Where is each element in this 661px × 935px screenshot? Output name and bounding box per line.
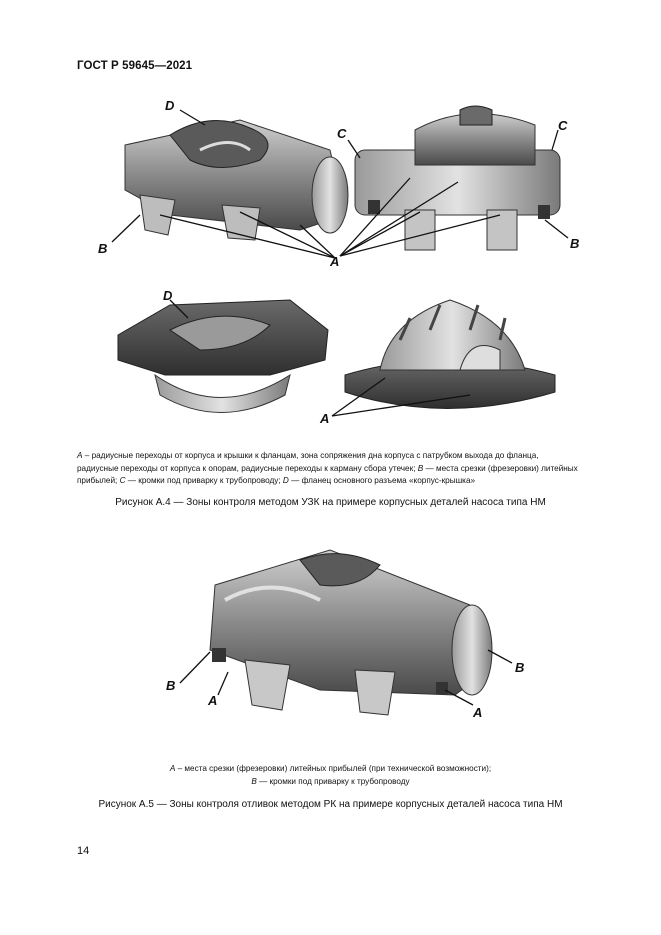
- legend-key: D: [282, 476, 289, 485]
- document-header: ГОСТ Р 59645—2021: [77, 60, 193, 72]
- legend-text: радиусные переходы от корпуса к опорам, радиусные переходы к карману сбора утечек;: [77, 463, 418, 473]
- legend-text: — фланец основного разъема «корпус-крышка»: [288, 476, 476, 485]
- legend-text: — кромки под приварку к трубопроводу: [256, 776, 410, 786]
- legend-key: А: [77, 451, 83, 460]
- label-c-left: C: [337, 126, 347, 141]
- label-a-right-a5: A: [473, 705, 483, 720]
- label-a-top: A: [330, 254, 340, 269]
- label-d-top: D: [165, 98, 175, 113]
- legend-key: B: [251, 776, 257, 786]
- legend-text: — места срезки (фрезеровки) литейных: [423, 463, 578, 473]
- legend-a4-line-2: [77, 463, 585, 476]
- casting-a4-top-right: [355, 106, 560, 250]
- casting-a4-bottom-left: [118, 300, 328, 413]
- label-b-left: B: [98, 241, 108, 256]
- label-a-bottom: A: [320, 411, 330, 426]
- page-number: 14: [77, 845, 90, 857]
- casting-a5: [210, 550, 492, 715]
- figure-a5-caption: Рисунок А.5 — Зоны контроля отливок методом РК на примере корпусных деталей насоса типа НМ: [98, 799, 563, 810]
- figure-a4-caption: Рисунок А.4 — Зоны контроля методом УЗК на примере корпусных деталей насоса типа НМ: [115, 497, 546, 508]
- figure-a5-legend: [0, 763, 661, 788]
- legend-a4-line-3: [77, 475, 585, 488]
- casting-a4-top-left: [125, 120, 348, 240]
- legend-key: C: [119, 476, 126, 485]
- label-b-right: B: [570, 236, 580, 251]
- legend-a5-line-1: [0, 763, 661, 776]
- label-a-left-a5: A: [208, 693, 218, 708]
- label-b-left-a5: B: [166, 678, 176, 693]
- label-d-bottom: D: [163, 288, 173, 303]
- legend-a5-line-2: [0, 776, 661, 789]
- legend-key: B: [417, 463, 424, 473]
- figure-a4-legend: [77, 450, 585, 488]
- legend-text: — кромки под приварку к трубопроводу;: [125, 476, 283, 485]
- label-c-right: C: [558, 118, 568, 133]
- legend-text: прибылей;: [77, 476, 120, 485]
- casting-a4-bottom-right: [345, 300, 555, 409]
- label-b-right-a5: B: [515, 660, 525, 675]
- legend-key: A: [169, 764, 176, 773]
- legend-text: – места срезки (фрезеровки) литейных прибылей (при технической возможности);: [175, 764, 492, 773]
- legend-a4-line-1: [77, 450, 585, 463]
- legend-text: – радиусные переходы от корпуса и крышки к фланцам, зона сопряжения дна корпуса с патрубком выхода до фланца,: [82, 451, 539, 460]
